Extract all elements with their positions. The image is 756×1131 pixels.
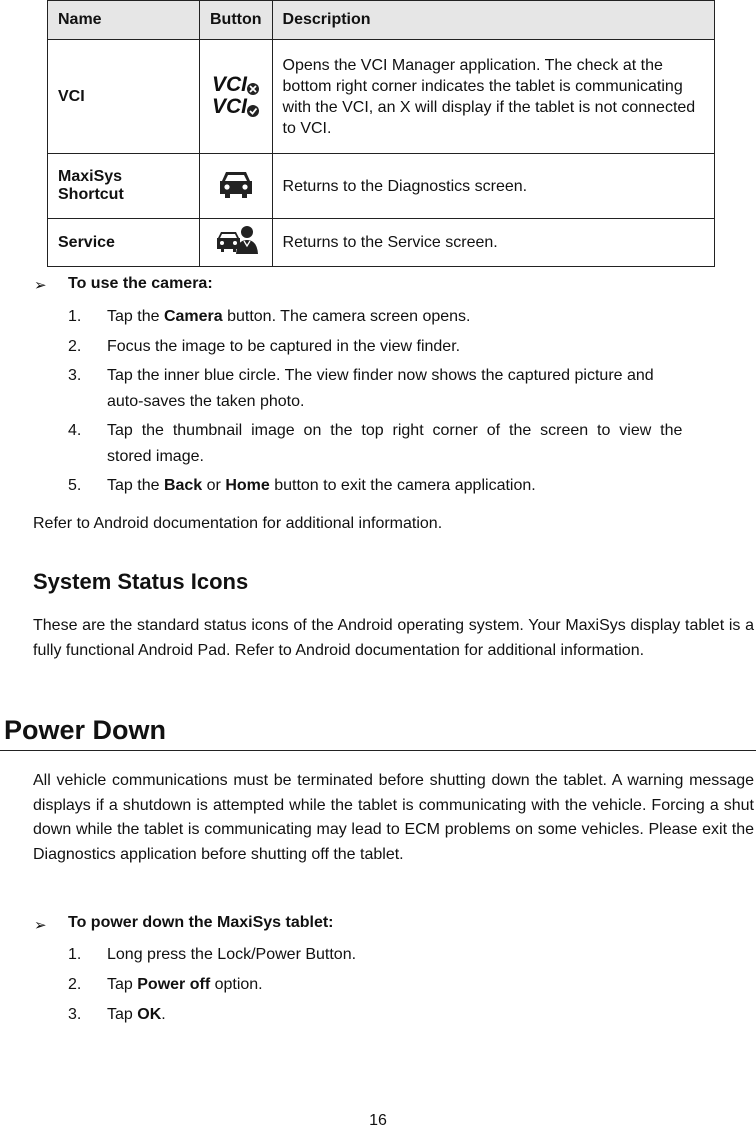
car-icon (216, 168, 256, 200)
table-row (48, 40, 715, 154)
row-description: Returns to the Service screen. (272, 219, 714, 267)
row-name: VCI (48, 40, 200, 154)
table-row (48, 219, 715, 267)
vci-status-icon (210, 69, 262, 119)
car-service-icon (214, 224, 258, 256)
vci-label-bottom: VCI (211, 95, 247, 118)
row-name: Service (48, 219, 200, 267)
col-header-button: Button (200, 1, 273, 40)
bullet-arrow-icon: ➢ (34, 917, 47, 934)
row-description: Returns to the Diagnostics screen. (272, 154, 714, 219)
power-subheading: To power down the MaxiSys tablet: (68, 914, 334, 931)
list-item-continuation: stored image. (107, 448, 204, 465)
page-number: 16 (369, 1112, 387, 1129)
section-body: All vehicle communications must be terminated before shutting down the tablet. A warning message displays if a shutdown is attempted while the tablet is communicating with the vehicle. Forcing a shut down while the tablet is communicating may lead to ECM problems on some vehicles. Please exit the Diagnostics application before shutting off the tablet. (33, 772, 754, 863)
table-row (48, 154, 715, 219)
col-header-description: Description (272, 1, 714, 40)
vci-label-top: VCI (211, 73, 247, 96)
heading-rule (0, 750, 756, 751)
camera-heading: To use the camera: (68, 275, 213, 292)
row-name: MaxiSys Shortcut (48, 154, 200, 219)
section-heading: System Status Icons (33, 569, 249, 594)
page-title: Power Down (4, 715, 167, 745)
button-table (47, 0, 715, 267)
list-item-continuation: auto-saves the taken photo. (107, 393, 305, 410)
col-header-name: Name (48, 1, 200, 40)
bullet-arrow-icon: ➢ (34, 277, 47, 294)
row-description: Opens the VCI Manager application. The check at the bottom right corner indicates the tablet is communicating with the VCI, an X will display if the tablet is not connected to VCI. (272, 40, 714, 154)
section-body: These are the standard status icons of the Android operating system. Your MaxiSys display tablet is a fully functional Android Pad. Refer to Android documentation for additional information. (33, 617, 754, 659)
refer-text: Refer to Android documentation for additional information. (33, 515, 443, 532)
